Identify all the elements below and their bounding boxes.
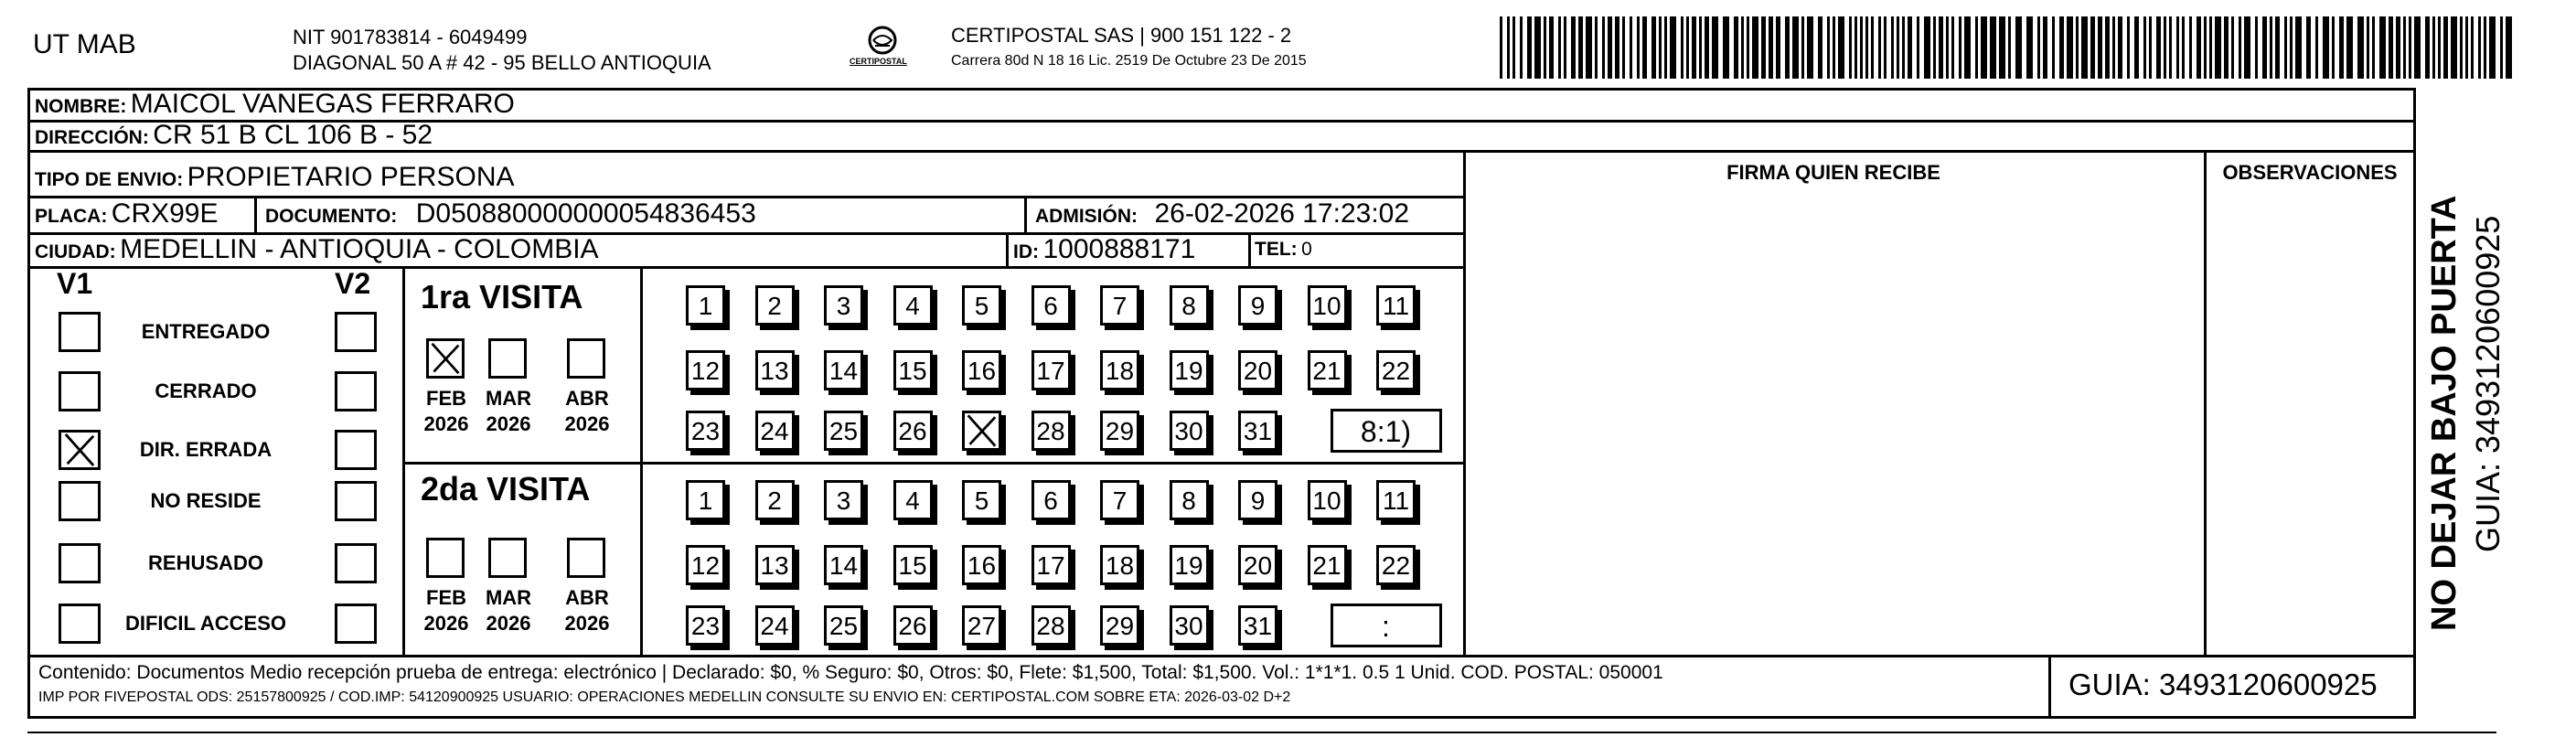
visit2-day-box[interactable]: 6: [1031, 480, 1071, 520]
handwritten-x-icon: [965, 413, 999, 448]
visit1-day-box[interactable]: 13: [755, 350, 795, 390]
visit2-month-label: FEB 2026: [423, 586, 469, 635]
visit2-day-box[interactable]: 15: [893, 545, 933, 585]
visit1-month-label: MAR 2026: [485, 387, 532, 435]
visit1-day-box[interactable]: 5: [962, 285, 1001, 326]
direccion-value: CR 51 B CL 106 B - 52: [153, 120, 433, 150]
visit2-day-box[interactable]: 9: [1238, 480, 1277, 520]
visit2-day-box[interactable]: 29: [1100, 605, 1139, 646]
visit1-day-box[interactable]: 25: [824, 411, 863, 451]
v1-checkbox[interactable]: [59, 371, 101, 411]
certipostal-logo: [850, 22, 910, 77]
visit1-day-box[interactable]: 4: [893, 285, 933, 326]
visit2-day-box[interactable]: 11: [1376, 480, 1416, 520]
visit1-day-box[interactable]: [962, 411, 1001, 451]
tel-value: 0: [1301, 239, 1312, 260]
reason-label: DIFICIL ACCESO: [124, 612, 286, 635]
visit1-day-box[interactable]: 23: [686, 411, 725, 451]
visit1-day-box[interactable]: 1: [686, 285, 725, 326]
visit1-day-box[interactable]: 3: [824, 285, 863, 326]
nombre-label: NOMBRE:: [35, 96, 127, 117]
direccion-row: [35, 120, 433, 150]
visit1-month-checkbox[interactable]: [426, 338, 465, 379]
tipo-row: [35, 159, 515, 196]
ciudad-row: [35, 232, 599, 266]
visit2-day-box[interactable]: 28: [1031, 605, 1071, 646]
side-warning: NO DEJAR BAJO PUERTA: [2425, 195, 2464, 631]
visit1-day-box[interactable]: 16: [962, 350, 1001, 390]
observaciones-header: OBSERVACIONES: [2222, 161, 2398, 184]
direccion-label: DIRECCIÓN:: [35, 127, 149, 148]
admision-row: [1035, 196, 1409, 232]
visit1-day-box[interactable]: 28: [1031, 411, 1071, 451]
visit2-day-box[interactable]: 3: [824, 480, 863, 520]
visit2-day-box[interactable]: 8: [1170, 480, 1209, 520]
visit2-day-box[interactable]: 22: [1376, 545, 1416, 585]
nit: NIT 901783814 - 6049499: [293, 26, 528, 48]
v1-label: V1: [57, 267, 93, 300]
visit1-day-box[interactable]: 8: [1170, 285, 1209, 326]
footer-contents: Contenido: Documentos Medio recepción prueba de entrega: electrónico | Declarado: $0, % Seguro: $0, Otros: $0, Flete: $1,500, Total: $1,500. Vol.: 1*1*1. 0.5 1 Unid. COD. POSTAL: 050001: [38, 662, 1663, 683]
visit2-day-box[interactable]: 23: [686, 605, 725, 646]
footer-imp: IMP POR FIVEPOSTAL ODS: 25157800925 / COD.IMP: 54120900925 USUARIO: OPERACIONES MEDELLIN CONSULTE SU ENVIO EN: CERTIPOSTAL.COM SOBRE ETA: 2026-03-02 D+2: [38, 689, 1291, 705]
id-row: [1013, 232, 1195, 266]
nombre-row: [35, 88, 515, 120]
side-guia: GUIA: 3493120600925: [2469, 215, 2507, 552]
visit2-day-box[interactable]: 4: [893, 480, 933, 520]
barcode: [1500, 16, 2515, 79]
reason-label: DIR. ERRADA: [139, 438, 273, 461]
v2-checkbox[interactable]: [335, 543, 377, 583]
visit2-month-checkbox[interactable]: [567, 538, 605, 578]
id-value: 1000888171: [1042, 234, 1196, 264]
visit1-month-checkbox[interactable]: [567, 338, 605, 379]
reason-label: ENTREGADO: [141, 320, 271, 343]
v2-checkbox[interactable]: [335, 312, 377, 352]
sender-address: DIAGONAL 50 A # 42 - 95 BELLO ANTIOQUIA: [293, 51, 711, 74]
visit2-title: 2da VISITA: [421, 470, 591, 508]
visit2-day-box[interactable]: 26: [893, 605, 933, 646]
visit1-day-box[interactable]: 18: [1100, 350, 1139, 390]
firma-header: FIRMA QUIEN RECIBE: [1726, 161, 1940, 184]
visit2-time-box[interactable]: :: [1331, 604, 1442, 647]
visit2-day-box[interactable]: 12: [686, 545, 725, 585]
v1-checkbox[interactable]: [59, 312, 101, 352]
footer-guia: GUIA: 3493120600925: [2068, 668, 2378, 701]
visit1-time-box[interactable]: 8:1): [1331, 409, 1442, 453]
certipostal-license: Carrera 80d N 18 16 Lic. 2519 De Octubre 23 De 2015: [951, 53, 1307, 69]
visit2-day-box[interactable]: 10: [1308, 480, 1347, 520]
barcode-graphic: [1500, 16, 2515, 79]
certipostal-logo-icon: [855, 22, 910, 77]
visit2-day-box[interactable]: 20: [1238, 545, 1277, 585]
visit2-day-box[interactable]: 5: [962, 480, 1001, 520]
visit1-day-box[interactable]: 2: [755, 285, 795, 326]
visit2-day-box[interactable]: 2: [755, 480, 795, 520]
visit2-day-box[interactable]: 24: [755, 605, 795, 646]
tipo-value: PROPIETARIO PERSONA: [187, 162, 515, 192]
visit1-day-box[interactable]: 22: [1376, 350, 1416, 390]
visit2-month-checkbox[interactable]: [488, 538, 527, 578]
visit1-day-box[interactable]: 24: [755, 411, 795, 451]
visit1-title: 1ra VISITA: [421, 278, 583, 315]
visit2-day-box[interactable]: 16: [962, 545, 1001, 585]
visit1-day-box[interactable]: 31: [1238, 411, 1277, 451]
v1-checkbox[interactable]: [59, 430, 101, 470]
visit2-month-label: ABR 2026: [564, 586, 610, 635]
visit2-day-box[interactable]: 31: [1238, 605, 1277, 646]
visit1-day-box[interactable]: 20: [1238, 350, 1277, 390]
tel-label: TEL:: [1255, 239, 1298, 260]
handwritten-x-icon: [429, 341, 462, 376]
reason-label: NO RESIDE: [150, 489, 262, 512]
documento-label: DOCUMENTO:: [265, 206, 398, 227]
placa-label: PLACA:: [35, 206, 108, 227]
visit2-day-box[interactable]: 27: [962, 605, 1001, 646]
v2-label: V2: [335, 267, 371, 300]
nombre-value: MAICOL VANEGAS FERRARO: [130, 89, 515, 119]
visit1-day-box[interactable]: 29: [1100, 411, 1139, 451]
visit1-day-box[interactable]: 12: [686, 350, 725, 390]
documento-value: D050880000000054836453: [415, 198, 756, 229]
visit1-day-box[interactable]: 9: [1238, 285, 1277, 326]
visit2-day-box[interactable]: 13: [755, 545, 795, 585]
v1-checkbox[interactable]: [59, 604, 101, 644]
documento-row: [265, 196, 756, 232]
reason-label: CERRADO: [155, 379, 257, 402]
visit1-day-box[interactable]: 10: [1308, 285, 1347, 326]
visit2-day-box[interactable]: 19: [1170, 545, 1209, 585]
visit1-day-box[interactable]: 11: [1376, 285, 1416, 326]
visit2-day-box[interactable]: 21: [1308, 545, 1347, 585]
visit2-day-box[interactable]: 17: [1031, 545, 1071, 585]
visit1-month-label: ABR 2026: [564, 387, 610, 435]
admision-label: ADMISIÓN:: [1035, 206, 1138, 227]
visit1-day-box[interactable]: 14: [824, 350, 863, 390]
v1-checkbox[interactable]: [59, 481, 101, 521]
reason-label: REHUSADO: [148, 551, 263, 574]
placa-row: [35, 196, 219, 232]
visit1-day-box[interactable]: 30: [1170, 411, 1209, 451]
certipostal-nit: CERTIPOSTAL SAS | 900 151 122 - 2: [951, 24, 1292, 47]
id-label: ID:: [1013, 241, 1039, 262]
visit1-day-box[interactable]: 21: [1308, 350, 1347, 390]
v2-checkbox[interactable]: [335, 430, 377, 470]
visit1-day-box[interactable]: 17: [1031, 350, 1071, 390]
visit1-month-checkbox[interactable]: [488, 338, 527, 379]
visit1-day-box[interactable]: 15: [893, 350, 933, 390]
visit1-month-label: FEB 2026: [423, 387, 469, 435]
visit2-day-box[interactable]: 18: [1100, 545, 1139, 585]
visit2-day-box[interactable]: 25: [824, 605, 863, 646]
visit2-month-checkbox[interactable]: [426, 538, 465, 578]
placa-value: CRX99E: [111, 198, 219, 229]
visit1-day-box[interactable]: 19: [1170, 350, 1209, 390]
visit1-day-box[interactable]: 26: [893, 411, 933, 451]
visit2-day-box[interactable]: 7: [1100, 480, 1139, 520]
handwritten-x-icon: [61, 433, 98, 467]
visit1-day-box[interactable]: 6: [1031, 285, 1071, 326]
visit2-day-box[interactable]: 30: [1170, 605, 1209, 646]
v2-checkbox[interactable]: [335, 481, 377, 521]
company-name: UT MAB: [33, 29, 136, 59]
ciudad-value: MEDELLIN - ANTIOQUIA - COLOMBIA: [120, 234, 599, 264]
bottom-rule: [27, 732, 2496, 733]
visit2-month-label: MAR 2026: [485, 586, 532, 635]
admision-value: 26-02-2026 17:23:02: [1154, 198, 1410, 229]
logo-caption: CERTIPOSTAL: [850, 57, 907, 66]
visit2-day-box[interactable]: 14: [824, 545, 863, 585]
ciudad-label: CIUDAD:: [35, 241, 116, 262]
v2-checkbox[interactable]: [335, 371, 377, 411]
v1-checkbox[interactable]: [59, 543, 101, 583]
tel-row: [1255, 232, 1312, 266]
visit1-day-box[interactable]: 7: [1100, 285, 1139, 326]
visit2-day-box[interactable]: 1: [686, 480, 725, 520]
tipo-label: TIPO DE ENVIO:: [35, 169, 184, 190]
v2-checkbox[interactable]: [335, 604, 377, 644]
